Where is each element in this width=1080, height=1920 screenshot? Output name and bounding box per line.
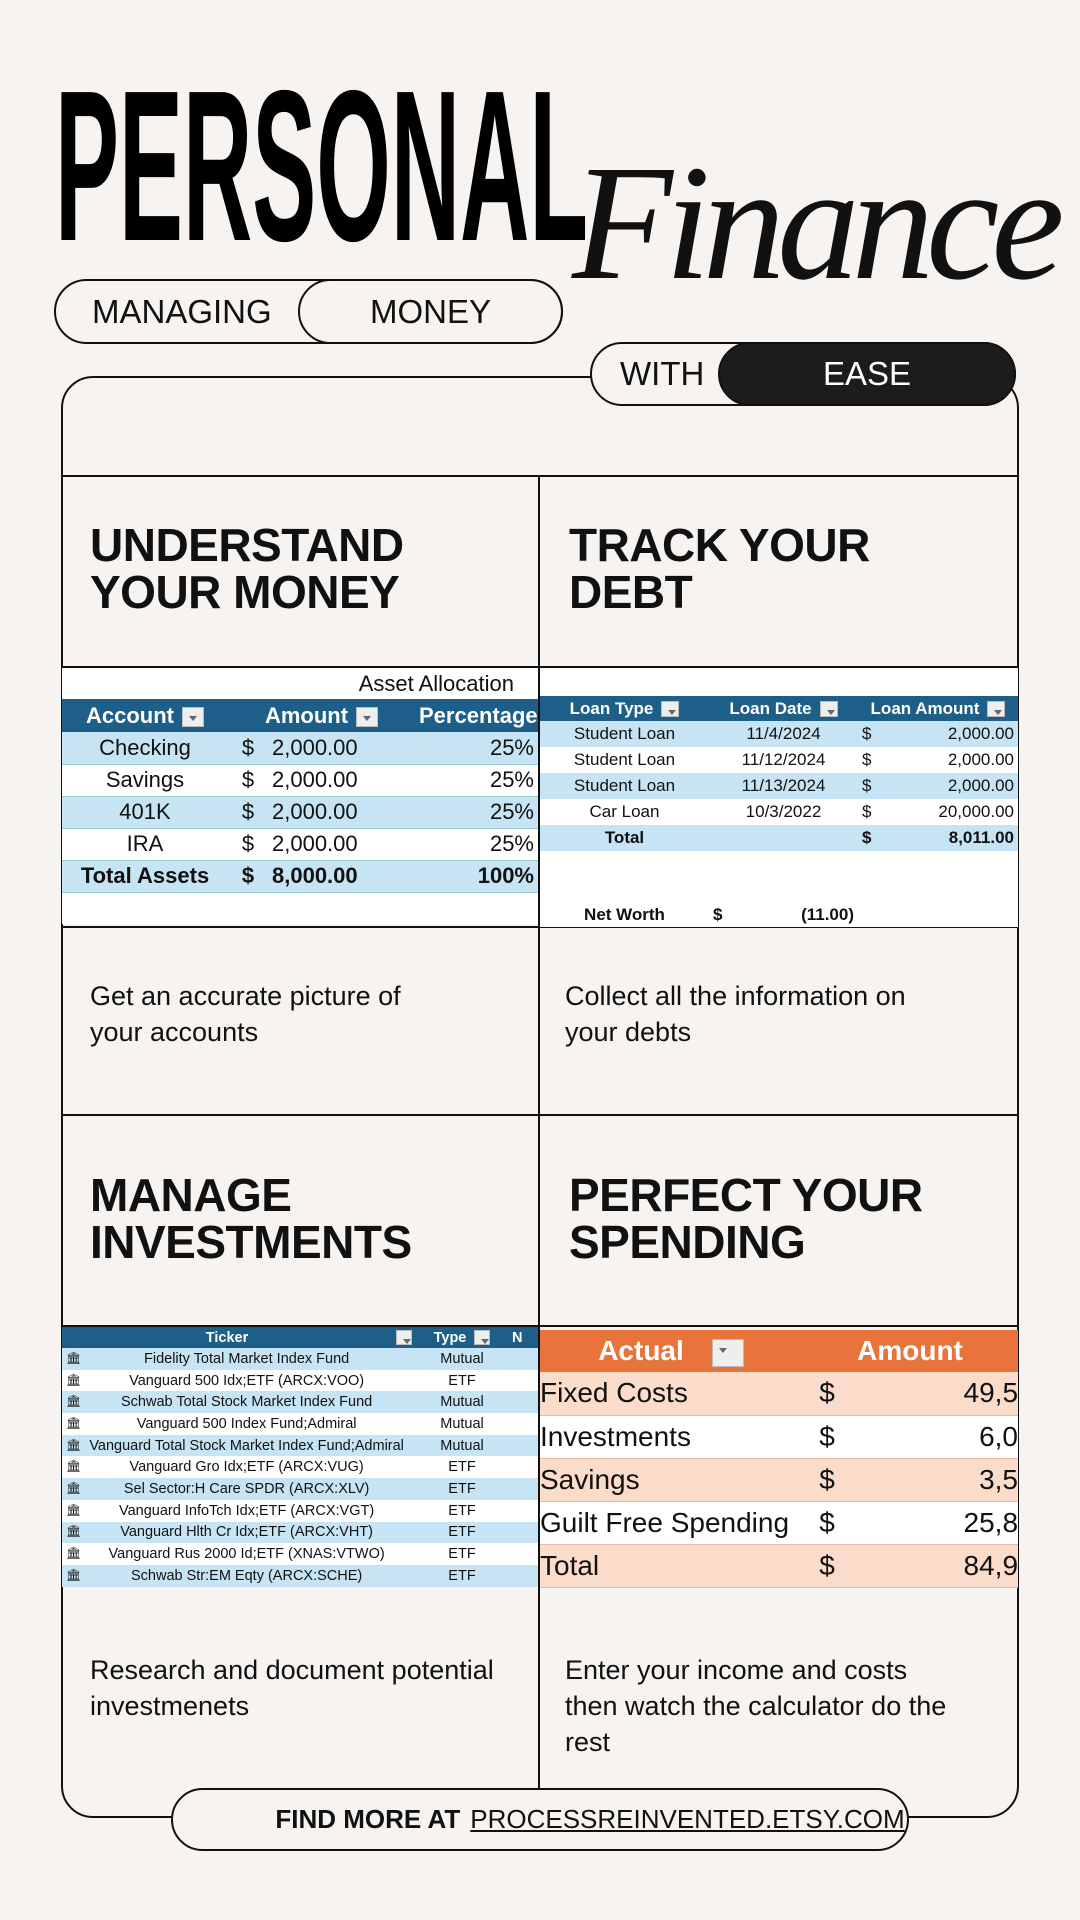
table-row	[540, 1501, 1018, 1544]
table-row	[62, 1435, 538, 1457]
amount-cell: 8,000.00	[272, 863, 358, 888]
column-header[interactable]: Percentage	[415, 699, 538, 732]
loan-amount-cell: 2,000.00	[947, 724, 1014, 743]
table-cell: $	[241, 863, 255, 888]
table-cell: $	[819, 1420, 835, 1452]
table-row	[62, 1543, 538, 1565]
filter-dropdown-icon[interactable]	[820, 701, 838, 717]
table-cell	[508, 1478, 538, 1500]
loan-date-cell: 11/13/2024	[741, 776, 826, 795]
bank-icon: 🏛	[66, 1524, 82, 1539]
percentage-cell: 100%	[477, 863, 534, 888]
section-desc-spending: Enter your income and costs then watch the calculator do the rest	[565, 1655, 947, 1757]
loan-amount-cell: 20,000.00	[938, 802, 1014, 821]
table-cell: $	[862, 802, 872, 821]
table-row	[62, 1348, 538, 1370]
section-title-investments: MANAGE INVESTMENTS	[90, 1169, 412, 1268]
table-row	[62, 1500, 538, 1522]
bank-icon: 🏛	[66, 1567, 82, 1582]
table-cell	[508, 1435, 538, 1457]
table-row	[62, 1522, 538, 1544]
type-cell: ETF	[448, 1546, 476, 1563]
account-cell: IRA	[126, 831, 164, 856]
percentage-cell: 25%	[489, 799, 534, 824]
table-cell: $	[862, 776, 872, 795]
category-cell: Total	[540, 1549, 600, 1581]
category-cell: Investments	[540, 1420, 691, 1452]
table-cell: $	[862, 750, 872, 769]
ease-label: EASE	[822, 355, 912, 392]
table-row	[62, 1413, 538, 1435]
money-label: MONEY	[369, 292, 491, 330]
table-row	[540, 721, 1018, 747]
filter-dropdown-icon[interactable]	[661, 701, 679, 717]
filter-dropdown-icon[interactable]	[356, 707, 378, 727]
section-desc-understand: Get an accurate picture of your accounts	[90, 981, 401, 1047]
type-cell: ETF	[448, 1502, 476, 1519]
table-cell: $	[819, 1377, 835, 1409]
ticker-cell: 🏛 Vanguard InfoTch Idx;ETF (ARCX:VGT)	[66, 1502, 375, 1519]
etsy-link[interactable]: PROCESSREINVENTED.ETSY.COM	[470, 1804, 905, 1834]
table-row	[62, 764, 538, 796]
bank-icon: 🏛	[66, 1372, 82, 1387]
filter-dropdown-icon[interactable]	[987, 701, 1005, 717]
table-cell: $	[241, 799, 255, 824]
type-cell: ETF	[448, 1524, 476, 1541]
percentage-cell: 25%	[489, 734, 534, 760]
bank-icon: 🏛	[66, 1459, 82, 1474]
table-cell: $	[862, 724, 872, 743]
net-worth-row: Net Worth $ (11.00)	[584, 905, 854, 924]
account-cell: Total Assets	[80, 863, 210, 888]
ticker-cell: 🏛 Vanguard Total Stock Market Index Fund;Admiral	[66, 1437, 404, 1454]
table-cell: $	[819, 1463, 835, 1495]
bank-icon: 🏛	[66, 1502, 82, 1517]
amount-cell: 25,8	[963, 1506, 1019, 1538]
type-cell: Mutual	[440, 1350, 484, 1367]
table-cell: $	[819, 1506, 835, 1538]
table-row	[62, 732, 538, 764]
table-row	[540, 799, 1018, 825]
column-header[interactable]: Amount	[228, 699, 415, 732]
with-label: WITH	[620, 355, 705, 392]
footer-pill	[171, 1788, 909, 1851]
type-cell: ETF	[448, 1480, 476, 1497]
title-finance: Finance	[572, 131, 1057, 314]
amount-cell: 2,000.00	[272, 767, 358, 792]
loan-type-cell: Student Loan	[573, 750, 676, 769]
table-cell	[508, 1456, 538, 1478]
amount-cell: 2,000.00	[272, 734, 358, 760]
column-header[interactable]: Amount	[857, 1335, 963, 1366]
ticker-cell: 🏛 Vanguard Rus 2000 Id;ETF (XNAS:VTWO)	[66, 1546, 385, 1563]
loan-date-cell	[709, 825, 858, 851]
table-cell	[508, 1543, 538, 1565]
amount-cell: 84,9	[963, 1549, 1019, 1581]
loan-type-cell: Student Loan	[573, 724, 676, 743]
percentage-cell: 25%	[489, 767, 534, 792]
table-cell	[508, 1391, 538, 1413]
loan-date-cell: 11/4/2024	[746, 724, 821, 743]
table-row	[62, 1456, 538, 1478]
table-row	[540, 1415, 1018, 1458]
account-cell: Savings	[105, 767, 185, 792]
category-cell: Fixed Costs	[540, 1377, 688, 1409]
category-cell: Savings	[540, 1463, 640, 1495]
ticker-cell: 🏛 Schwab Str:EM Eqty (ARCX:SCHE)	[66, 1567, 363, 1584]
percentage-cell: 25%	[489, 831, 534, 856]
loan-amount-cell: 2,000.00	[947, 750, 1014, 769]
table-cell: $	[862, 828, 872, 847]
bank-icon: 🏛	[66, 1437, 82, 1452]
table-cell	[508, 1413, 538, 1435]
ticker-cell: 🏛 Vanguard 500 Index Fund;Admiral	[66, 1415, 357, 1432]
table-row	[540, 747, 1018, 773]
investments-table	[62, 1327, 538, 1587]
table-cell: $	[241, 767, 255, 792]
ticker-cell: 🏛 Fidelity Total Market Index Fund	[66, 1350, 350, 1367]
bank-icon: 🏛	[66, 1480, 82, 1495]
table-cell: $	[819, 1549, 835, 1581]
title-personal	[55, 80, 591, 250]
account-cell: Checking	[99, 734, 191, 760]
column-header[interactable]: Loan Type	[540, 696, 709, 721]
loan-amount-cell: 2,000.00	[947, 776, 1014, 795]
table-row	[540, 1458, 1018, 1501]
ticker-cell: 🏛 Sel Sector:H Care SPDR (ARCX:XLV)	[66, 1480, 370, 1497]
column-header[interactable]: N	[508, 1327, 538, 1348]
table-row	[62, 1565, 538, 1587]
bank-icon: 🏛	[66, 1350, 82, 1365]
loan-date-cell: 10/3/2022	[745, 802, 822, 821]
table-cell	[508, 1370, 538, 1392]
bank-icon: 🏛	[66, 1415, 82, 1430]
spending-table	[540, 1330, 1018, 1588]
type-cell: ETF	[448, 1567, 476, 1584]
type-cell: ETF	[448, 1459, 476, 1476]
amount-cell: 49,5	[963, 1377, 1019, 1409]
bank-icon: 🏛	[66, 1546, 82, 1561]
table-row	[540, 1372, 1018, 1415]
section-desc-investments: Research and document potential investmenets	[90, 1655, 494, 1721]
type-cell: ETF	[448, 1372, 476, 1389]
table-row	[540, 773, 1018, 799]
table-row	[62, 1478, 538, 1500]
loan-type-cell: Student Loan	[573, 776, 676, 795]
managing-label: MANAGING	[92, 292, 272, 330]
section-title-debt: TRACK YOUR DEBT	[569, 519, 870, 618]
column-header[interactable]: Loan Date	[709, 696, 858, 721]
category-cell: Guilt Free Spending	[540, 1506, 790, 1538]
title-personal-text: PERSONAL	[55, 80, 588, 250]
bank-icon: 🏛	[66, 1394, 82, 1409]
amount-cell: 2,000.00	[272, 799, 358, 824]
table-cell	[508, 1348, 538, 1370]
account-cell: 401K	[119, 799, 171, 824]
filter-dropdown-icon[interactable]	[396, 1330, 412, 1345]
type-cell: Mutual	[440, 1394, 484, 1411]
ease-pill	[718, 342, 1016, 406]
table-cell: $	[241, 734, 255, 760]
money-pill	[298, 279, 563, 344]
column-header[interactable]: Actual	[540, 1330, 802, 1372]
table-row	[62, 828, 538, 860]
table-caption: Asset Allocation	[358, 670, 514, 696]
amount-cell: 2,000.00	[272, 831, 358, 856]
column-header[interactable]: Account	[62, 699, 228, 732]
loan-amount-cell: 8,011.00	[948, 828, 1014, 847]
divider	[61, 1114, 1019, 1116]
table-row	[540, 1544, 1018, 1587]
column-header[interactable]: Loan Amount	[858, 696, 1018, 721]
section-title-understand: UNDERSTAND YOUR MONEY	[90, 519, 404, 618]
debt-table	[540, 668, 1018, 927]
table-row	[540, 825, 1018, 851]
ticker-cell: 🏛 Vanguard Hlth Cr Idx;ETF (ARCX:VHT)	[66, 1524, 373, 1541]
filter-dropdown-icon[interactable]	[474, 1330, 490, 1345]
table-row	[62, 860, 538, 892]
table-cell	[508, 1565, 538, 1587]
table-cell: $	[241, 831, 255, 856]
footer-prefix: FIND MORE AT	[275, 1804, 461, 1834]
loan-type-cell: Total	[604, 828, 645, 847]
column-header[interactable]: Ticker	[62, 1327, 416, 1348]
ticker-cell: 🏛 Vanguard 500 Idx;ETF (ARCX:VOO)	[66, 1372, 365, 1389]
type-cell: Mutual	[440, 1415, 484, 1432]
table-cell	[508, 1500, 538, 1522]
divider	[61, 475, 1019, 477]
column-header[interactable]: Type	[416, 1327, 508, 1348]
amount-cell: 6,0	[979, 1420, 1019, 1452]
ticker-cell: 🏛 Vanguard Gro Idx;ETF (ARCX:VUG)	[66, 1459, 364, 1476]
section-title-spending: PERFECT YOUR SPENDING	[569, 1169, 923, 1268]
table-cell	[508, 1522, 538, 1544]
section-desc-debt: Collect all the information on your debts	[565, 981, 906, 1047]
loan-type-cell: Car Loan	[589, 802, 660, 821]
table-row	[62, 1391, 538, 1413]
table-row	[62, 1370, 538, 1392]
table-row	[62, 796, 538, 828]
ticker-cell: 🏛 Schwab Total Stock Market Index Fund	[66, 1394, 373, 1411]
filter-dropdown-icon[interactable]	[182, 707, 204, 727]
loan-date-cell: 11/12/2024	[741, 750, 826, 769]
filter-dropdown-icon[interactable]	[712, 1339, 744, 1367]
amount-cell: 3,5	[979, 1463, 1019, 1495]
type-cell: Mutual	[440, 1437, 484, 1454]
asset-allocation-table	[62, 668, 538, 924]
